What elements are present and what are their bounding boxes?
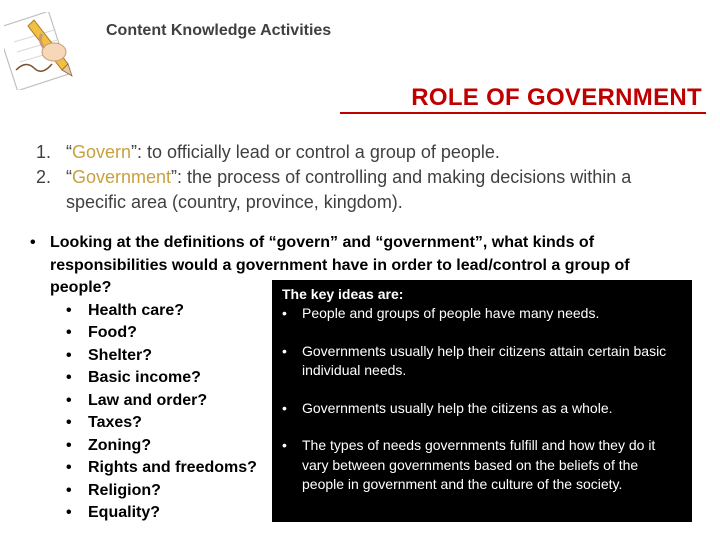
bullet: • bbox=[30, 234, 36, 251]
header-label: Content Knowledge Activities bbox=[106, 22, 332, 39]
key-ideas-title: The key ideas are: bbox=[282, 286, 404, 302]
list-item: • Religion? bbox=[66, 481, 161, 499]
list-item: • Law and order? bbox=[66, 391, 208, 409]
question-text: Looking at the definitions of “govern” and “government”, what kinds of responsibilities would a government have in order to lead/control a group of people? bbox=[50, 234, 630, 296]
key-idea-item: • Governments usually help the citizens as a whole. bbox=[282, 399, 613, 416]
key-ideas-box bbox=[272, 280, 692, 522]
title-underline bbox=[340, 112, 706, 114]
definition-term: Govern bbox=[72, 142, 132, 162]
list-item: • Food? bbox=[66, 324, 137, 341]
definition-number: 1. bbox=[36, 142, 52, 162]
key-idea-item: • Governments usually help their citizens attain certain basic individual needs. bbox=[282, 342, 667, 378]
list-item: • Shelter? bbox=[66, 346, 153, 364]
definition-number: 2. bbox=[36, 167, 52, 187]
list-item: • Health care? bbox=[66, 301, 185, 319]
list-item: • Zoning? bbox=[66, 436, 152, 454]
key-idea-item: • People and groups of people have many needs. bbox=[282, 305, 600, 321]
list-item: • Taxes? bbox=[66, 414, 142, 431]
definition-item: 2. “Government”: the process of controlling and making decisions within a specific area (country, province, kingdom). bbox=[36, 165, 676, 215]
list-item: • Equality? bbox=[66, 504, 161, 521]
definition-item: 1. “Govern”: to officially lead or control a group of people. bbox=[36, 140, 676, 165]
definitions-list bbox=[36, 140, 676, 215]
key-idea-item: • The types of needs governments fulfill and how they do it vary between governments based on the beliefs of the people in government and the culture of the society. bbox=[282, 437, 656, 492]
definition-term: Government bbox=[72, 167, 172, 187]
list-item: • Basic income? bbox=[66, 369, 201, 386]
list-item: • Rights and freedoms? bbox=[66, 459, 257, 476]
pencil-hand-icon bbox=[4, 12, 78, 90]
page-title: ROLE OF GOVERNMENT bbox=[411, 84, 702, 111]
